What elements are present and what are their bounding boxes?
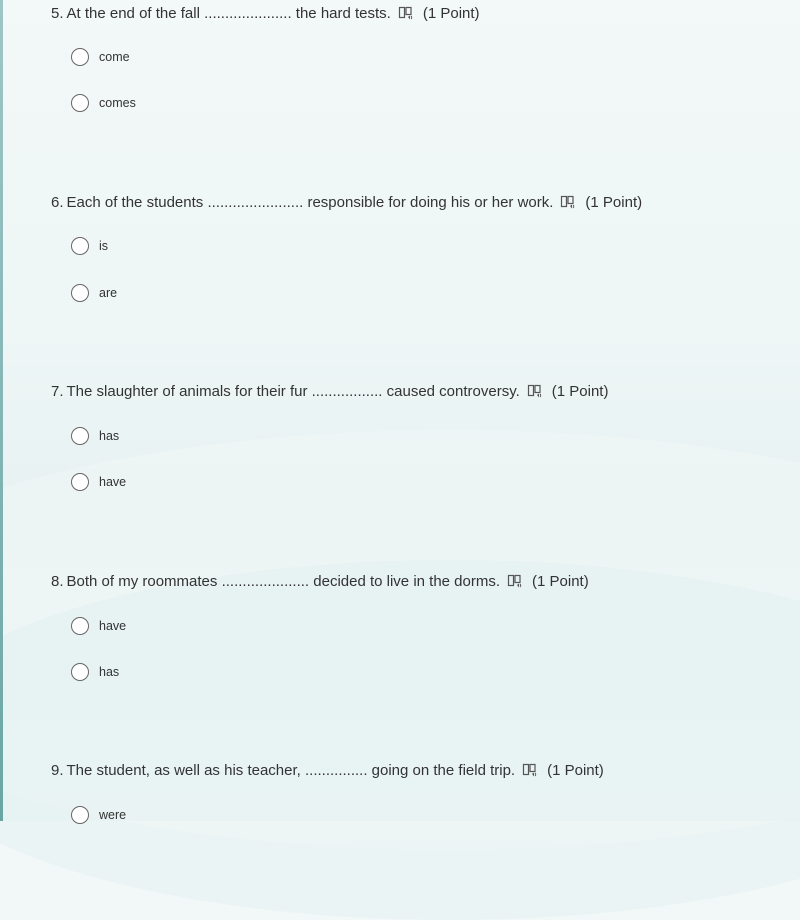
option-label: come [99,50,130,64]
question-points: (1 Point) [585,193,643,211]
option-has[interactable] [71,661,119,683]
question-points: (1 Point) [422,4,480,22]
question-text: Both of my roommates ..................... decided to live in the dorms. [66,572,501,590]
question-points: (1 Point) [551,382,609,400]
option-were[interactable] [71,804,126,826]
question-title [51,758,604,782]
immersive-reader-icon[interactable] [507,573,523,589]
option-is[interactable] [71,235,108,257]
option-label: comes [99,96,136,110]
option-have[interactable] [71,471,126,493]
left-edge-bar [0,0,3,821]
radio-button[interactable] [71,237,89,255]
option-label: have [99,475,127,489]
option-label: has [99,429,120,443]
radio-button[interactable] [71,94,89,112]
radio-button[interactable] [71,427,89,445]
question-title [51,379,608,403]
question-text: Each of the students ....................... responsible for doing his or her work. [66,193,554,211]
question-number: 7. [51,382,64,400]
question-title [51,1,480,25]
option-has[interactable] [71,425,119,447]
question-number: 5. [51,4,64,22]
radio-button[interactable] [71,663,89,681]
option-comes[interactable] [71,92,136,114]
immersive-reader-icon[interactable] [560,194,576,210]
radio-button[interactable] [71,806,89,824]
question-6 [51,190,642,214]
option-label: has [99,665,120,679]
immersive-reader-icon[interactable] [522,762,538,778]
background-wave [0,430,800,850]
option-label: have [99,619,127,633]
question-number: 9. [51,761,64,779]
option-label: is [99,239,109,253]
immersive-reader-icon[interactable] [398,5,414,21]
question-title [51,569,589,593]
question-points: (1 Point) [547,761,604,779]
option-label: were [99,808,127,822]
radio-button[interactable] [71,473,89,491]
radio-button[interactable] [71,48,89,66]
question-number: 6. [51,193,64,211]
question-points: (1 Point) [532,572,589,590]
option-label: are [99,286,118,300]
question-8 [51,569,589,593]
option-come[interactable] [71,46,130,68]
question-number: 8. [51,572,64,590]
question-text: The student, as well as his teacher, ............... going on the field trip. [66,761,516,779]
question-7 [51,379,608,403]
radio-button[interactable] [71,617,89,635]
option-have[interactable] [71,615,126,637]
question-5 [51,1,480,25]
option-are[interactable] [71,282,117,304]
background-wave-secondary [0,560,800,920]
question-text: At the end of the fall ..................... the hard tests. [66,4,391,22]
question-text: The slaughter of animals for their fur ................. caused controversy. [66,382,520,400]
question-title [51,190,642,214]
radio-button[interactable] [71,284,89,302]
question-9 [51,758,604,782]
immersive-reader-icon[interactable] [527,383,543,399]
